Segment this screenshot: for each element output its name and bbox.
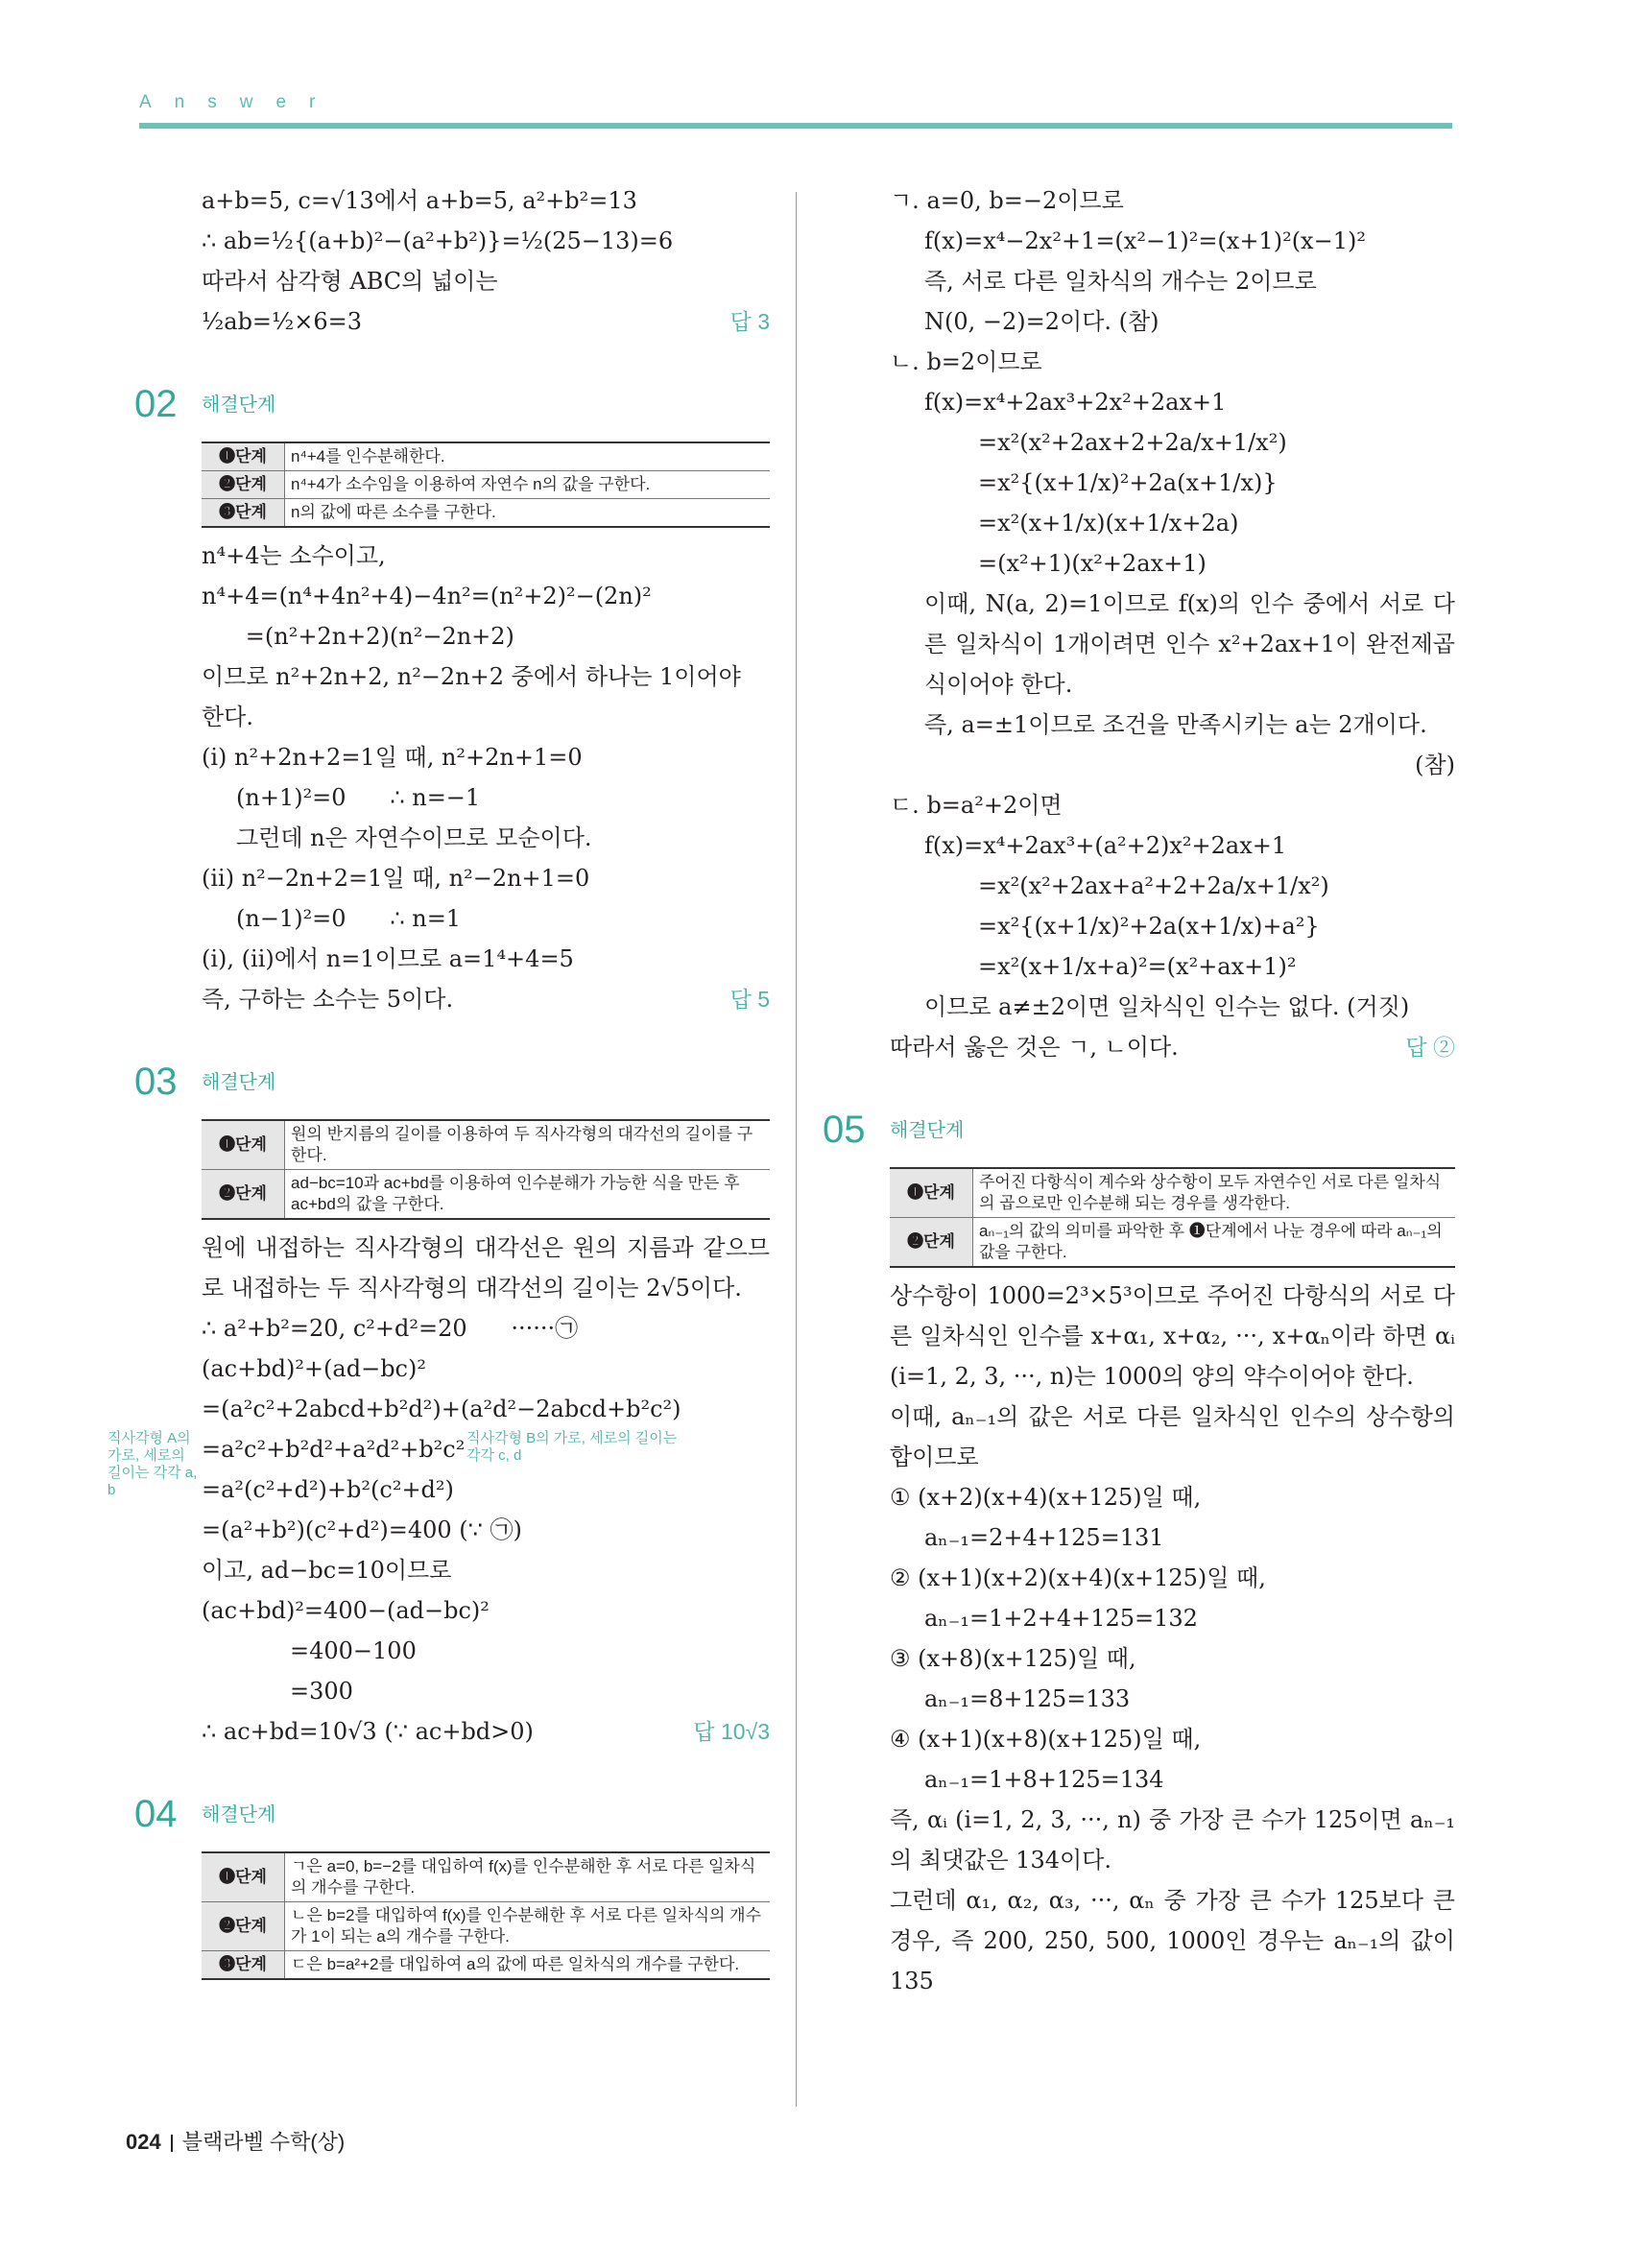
solution-line: f(x)=x⁴+2ax³+2x²+2ax+1 <box>924 389 1227 416</box>
step-text: 주어진 다항식이 계수와 상수항이 모두 자연수인 서로 다른 일차식의 곱으로만 인수분해 되는 경우를 생각한다. <box>973 1168 1456 1218</box>
solution-line: (i), (ii)에서 n=1이므로 a=1⁴+4=5 <box>202 945 574 972</box>
answer-02: 답 5 <box>729 987 770 1012</box>
solution-line: =x²(x+1/x)(x+1/x+2a) <box>978 510 1239 537</box>
solution-line: =(a²+b²)(c²+d²)=400 (∵ ㉠) <box>202 1516 522 1543</box>
margin-note-rectangle-b: 직사각형 B의 가로, 세로의 길이는 각각 c, d <box>466 1430 678 1464</box>
step-label: ❶단계 <box>202 1852 285 1902</box>
case-line: aₙ₋₁=8+125=133 <box>924 1685 1131 1712</box>
problem-03-heading <box>134 1058 770 1110</box>
margin-note-rectangle-a: 직사각형 A의 가로, 세로의 길이는 각각 a, b <box>108 1430 198 1498</box>
problem-number: 04 <box>134 1793 178 1835</box>
intro-result-row <box>202 301 770 342</box>
solution-line: =x²{(x+1/x)²+2a(x+1/x)+a²} <box>978 913 1320 940</box>
step-text: ㄴ은 b=2를 대입하여 f(x)를 인수분해한 후 서로 다른 일차식의 개수가 1이 되는 a의 개수를 구한다. <box>285 1902 771 1951</box>
step-row <box>890 1168 1455 1218</box>
step-label: ❷단계 <box>202 471 285 499</box>
solution-line: 이므로 n²+2n+2, n²−2n+2 중에서 하나는 1이어야 <box>202 663 741 690</box>
answer-01: 답 3 <box>729 309 770 334</box>
step-label: ❶단계 <box>890 1168 973 1218</box>
solution-line: 이고, ad−bc=10이므로 <box>202 1557 452 1584</box>
header-answer-label: Answer <box>139 92 339 112</box>
step-row <box>202 1852 770 1902</box>
case-line: ④ (x+1)(x+8)(x+125)일 때, <box>890 1726 1202 1753</box>
case-line: ② (x+1)(x+2)(x+4)(x+125)일 때, <box>890 1564 1266 1591</box>
step-row <box>202 1951 770 1980</box>
solution-line: =(a²c²+2abcd+b²d²)+(a²d²−2abcd+b²c²) <box>202 1396 681 1422</box>
solution-paragraph: 즉, αᵢ (i=1, 2, 3, ···, n) 중 가장 큰 수가 125이면 aₙ₋₁의 최댓값은 134이다. <box>890 1806 1455 1874</box>
problem-02-heading <box>134 380 770 432</box>
solution-steps-label: 해결단계 <box>202 1804 276 1826</box>
header-rule <box>139 123 1452 129</box>
case-line: ③ (x+8)(x+125)일 때, <box>890 1645 1136 1672</box>
solution-line: (ac+bd)²+(ad−bc)² <box>202 1355 426 1382</box>
solution-line: n⁴+4는 소수이고, <box>202 542 386 569</box>
solution-line: f(x)=x⁴+2ax³+(a²+2)x²+2ax+1 <box>924 832 1287 859</box>
solution-line: =300 <box>290 1678 353 1705</box>
step-row <box>202 499 770 528</box>
step-label: ❷단계 <box>202 1902 285 1951</box>
footer-separator <box>171 2135 173 2152</box>
step-text: n의 값에 따른 소수를 구한다. <box>285 499 771 528</box>
case-line: aₙ₋₁=1+8+125=134 <box>924 1766 1164 1793</box>
solution-line: ㄱ. a=0, b=−2이므로 <box>890 187 1124 214</box>
solution-line: (n−1)²=0 ∴ n=1 <box>236 905 462 932</box>
solution-paragraph: 그런데 α₁, α₂, α₃, ···, αₙ 중 가장 큰 수가 125보다 큰 경우, 즉 200, 250, 500, 1000인 경우는 aₙ₋₁의 값이 135 <box>890 1887 1455 1994</box>
answer-04: 답 ② <box>1405 1035 1455 1060</box>
solution-line: (n+1)²=0 ∴ n=−1 <box>236 784 481 811</box>
step-row <box>202 1902 770 1951</box>
step-row <box>202 471 770 499</box>
step-text: ad−bc=10과 ac+bd를 이용하여 인수분해가 가능한 식을 만든 후 ac+bd의 값을 구한다. <box>285 1170 771 1220</box>
solution-line: =x²(x+1/x+a)²=(x²+ax+1)² <box>978 953 1297 980</box>
true-mark: (참) <box>1415 752 1455 778</box>
problem-03-steps-table <box>202 1119 770 1220</box>
solution-steps-label: 해결단계 <box>202 1072 276 1093</box>
solution-steps-label: 해결단계 <box>890 1120 965 1141</box>
problem-05-steps-table <box>890 1167 1455 1268</box>
solution-paragraph: 이때, aₙ₋₁의 값은 서로 다른 일차식인 인수의 상수항의 합이므로 <box>890 1403 1455 1470</box>
solution-line: (ac+bd)²=400−(ad−bc)² <box>202 1597 490 1624</box>
intro-line: a+b=5, c=√13에서 a+b=5, a²+b²=13 <box>202 187 637 214</box>
step-text: n⁴+4를 인수분해한다. <box>285 442 771 471</box>
problem-number: 02 <box>134 383 178 425</box>
step-label: ❶단계 <box>202 1120 285 1170</box>
solution-line: =(n²+2n+2)(n²−2n+2) <box>202 623 514 650</box>
step-row <box>202 1170 770 1220</box>
solution-line: 한다. <box>202 704 253 730</box>
solution-line: =x²(x²+2ax+a²+2+2a/x+1/x²) <box>978 872 1329 899</box>
solution-line: f(x)=x⁴−2x²+1=(x²−1)²=(x+1)²(x−1)² <box>924 227 1366 254</box>
solution-line: =400−100 <box>290 1637 417 1664</box>
result-row <box>202 979 770 1019</box>
result-row <box>202 1711 770 1752</box>
step-row <box>890 1218 1455 1268</box>
solution-line: n⁴+4=(n⁴+4n²+4)−4n²=(n²+2)²−(2n)² <box>202 583 652 609</box>
step-label: ❷단계 <box>890 1218 973 1268</box>
solution-paragraph: 상수항이 1000=2³×5³이므로 주어진 다항식의 서로 다른 일차식인 인수를 x+α₁, x+α₂, ···, x+αₙ이라 하면 αᵢ (i=1, 2, 3, ···, n)는 1000의 양의 약수이어야 한다. <box>890 1282 1455 1390</box>
solution-line: ㄷ. b=a²+2이면 <box>890 792 1063 819</box>
step-label: ❸단계 <box>202 499 285 528</box>
solution-line: =a²c²+b²d²+a²d²+b²c² <box>202 1436 466 1463</box>
case-line: aₙ₋₁=1+2+4+125=132 <box>924 1605 1198 1632</box>
page-number: 024 <box>126 2130 161 2154</box>
result-line: ∴ ac+bd=10√3 (∵ ac+bd>0) <box>202 1718 534 1745</box>
result-line: 즉, 구하는 소수는 5이다. <box>202 986 454 1013</box>
step-row <box>202 442 770 471</box>
result-row <box>890 1027 1455 1067</box>
solution-line: N(0, −2)=2이다. (참) <box>924 308 1159 335</box>
intro-line: 따라서 삼각형 ABC의 넓이는 <box>202 268 498 295</box>
solution-line: ∴ a²+b²=20, c²+d²=20 ······㉠ <box>202 1315 579 1342</box>
solution-line: 즉, 서로 다른 일차식의 개수는 2이므로 <box>924 268 1317 295</box>
step-text: ㄱ은 a=0, b=−2를 대입하여 f(x)를 인수분해한 후 서로 다른 일차식의 개수를 구한다. <box>285 1852 771 1902</box>
step-label: ❸단계 <box>202 1951 285 1980</box>
solution-line: 그런데 n은 자연수이므로 모순이다. <box>236 824 592 851</box>
column-divider <box>796 192 797 2107</box>
page-footer <box>126 2126 345 2156</box>
case-line: aₙ₋₁=2+4+125=131 <box>924 1524 1164 1551</box>
solution-line: (ii) n²−2n+2=1일 때, n²−2n+1=0 <box>202 865 590 892</box>
step-text: ㄷ은 b=a²+2를 대입하여 a의 값에 따른 일차식의 개수를 구한다. <box>285 1951 771 1980</box>
problem-number: 03 <box>134 1061 178 1103</box>
problem-05-heading <box>823 1106 1455 1158</box>
step-text: aₙ₋₁의 값의 의미를 파악한 후 ❶단계에서 나눈 경우에 따라 aₙ₋₁의 값을 구한다. <box>973 1218 1456 1268</box>
solution-paragraph: 원에 내접하는 직사각형의 대각선은 원의 지름과 같으므로 내접하는 두 직사각형의 대각선의 길이는 2√5이다. <box>202 1234 770 1301</box>
step-label: ❶단계 <box>202 442 285 471</box>
solution-steps-label: 해결단계 <box>202 394 276 416</box>
problem-02-steps-table <box>202 442 770 528</box>
solution-line: =x²{(x+1/x)²+2a(x+1/x)} <box>978 469 1278 496</box>
solution-line: (i) n²+2n+2=1일 때, n²+2n+1=0 <box>202 744 583 771</box>
solution-paragraph: 이때, N(a, 2)=1이므로 f(x)의 인수 중에서 서로 다른 일차식이 1개이려면 인수 x²+2ax+1이 완전제곱식이어야 한다. <box>924 590 1455 698</box>
step-text: 원의 반지름의 길이를 이용하여 두 직사각형의 대각선의 길이를 구한다. <box>285 1120 771 1170</box>
answer-03: 답 10√3 <box>693 1719 770 1744</box>
step-text: n⁴+4가 소수임을 이용하여 자연수 n의 값을 구한다. <box>285 471 771 499</box>
solution-line: 즉, a=±1이므로 조건을 만족시키는 a는 2개이다. <box>924 711 1427 738</box>
problem-04-heading <box>134 1790 770 1842</box>
result-line: 따라서 옳은 것은 ㄱ, ㄴ이다. <box>890 1034 1179 1061</box>
book-title: 블랙라벨 수학(상) <box>181 2130 346 2154</box>
solution-line: ㄴ. b=2이므로 <box>890 348 1042 375</box>
solution-line: 이므로 a≠±2이면 일차식인 인수는 없다. (거짓) <box>924 993 1410 1020</box>
problem-04-steps-table <box>202 1851 770 1980</box>
case-line: ① (x+2)(x+4)(x+125)일 때, <box>890 1484 1202 1511</box>
solution-line: =(x²+1)(x²+2ax+1) <box>978 550 1207 577</box>
intro-result: ½ab=½×6=3 <box>202 308 363 335</box>
problem-number: 05 <box>823 1109 866 1151</box>
right-column <box>823 180 1455 2001</box>
intro-line: ∴ ab=½{(a+b)²−(a²+b²)}=½(25−13)=6 <box>202 227 674 254</box>
solution-line: =a²(c²+d²)+b²(c²+d²) <box>202 1476 454 1503</box>
step-label: ❷단계 <box>202 1170 285 1220</box>
solution-line: =x²(x²+2ax+2+2a/x+1/x²) <box>978 429 1287 456</box>
step-row <box>202 1120 770 1170</box>
